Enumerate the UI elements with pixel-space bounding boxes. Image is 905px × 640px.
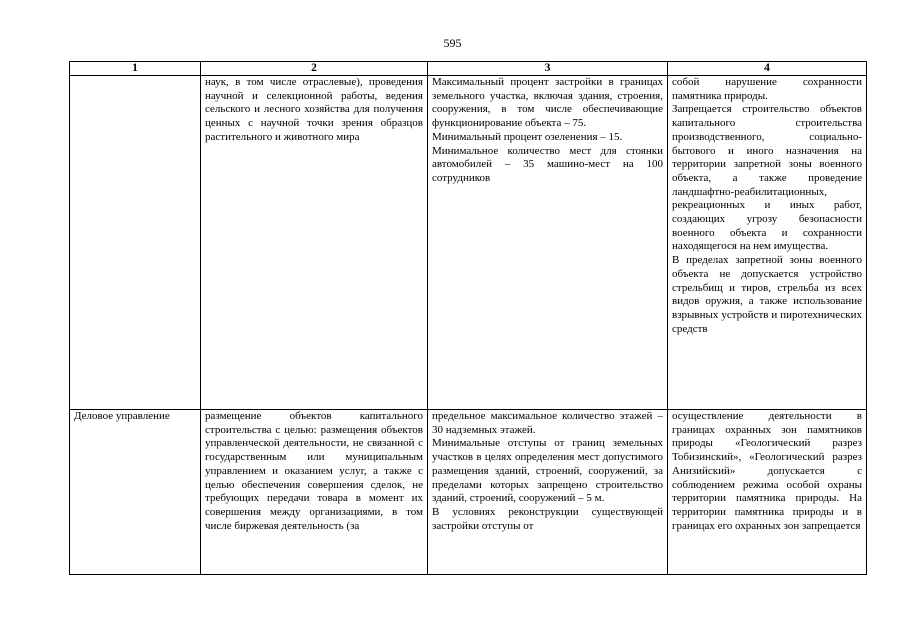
header-col-4: 4 xyxy=(668,62,867,76)
paragraph: предельное максимальное количество этажей – 30 надземных этажей. xyxy=(432,410,663,436)
paragraph: наук, в том числе отраслевые), проведения научной и селекционной работы, ведения сельского и лесного хозяйства для получения ценных с научной точки зрения образцов растительного и животного мира xyxy=(205,76,423,143)
row-2-use-name: Деловое управление xyxy=(70,410,201,575)
table-row xyxy=(70,410,867,575)
zoning-table xyxy=(69,61,867,575)
header-col-2: 2 xyxy=(201,62,428,76)
row-1-parameters xyxy=(428,76,668,410)
row-1-restrictions xyxy=(668,76,867,410)
row-2-description xyxy=(201,410,428,575)
page-number: 595 xyxy=(443,36,462,50)
row-2-parameters xyxy=(428,410,668,575)
paragraph: размещение объектов капитального строительства с целью: размещения объектов управленческой деятельности, не связанной с государственным или муниципальным управлением и оказанием услуг, а также с целью обеспечения совершения сделок, не требующих передачи товара в момент их совершения между организациями, в том числе биржевая деятельность (за xyxy=(205,410,423,532)
paragraph: В условиях реконструкции существующей застройки отступы от xyxy=(432,505,663,532)
row-1-use-name xyxy=(70,76,201,410)
row-2-restrictions xyxy=(668,410,867,575)
table-header-row xyxy=(70,62,867,76)
table-row xyxy=(70,76,867,410)
header-col-1: 1 xyxy=(70,62,201,76)
header-col-3: 3 xyxy=(428,62,668,76)
paragraph: В пределах запретной зоны военного объекта не допускается устройство стрельбищ и тиров, стрельба из всех видов оружия, а также использование взрывных устройств и пиротехнических средств xyxy=(672,254,862,335)
paragraph: Минимальное количество мест для стоянки автомобилей – 35 машино-мест на 100 сотрудников xyxy=(432,144,663,184)
paragraph: Максимальный процент застройки в границах земельного участка, включая здания, строения, сооружения, в том числе обеспечивающие функционирование объекта – 75. xyxy=(432,76,663,130)
paragraph: Запрещается строительство объектов капитального строительства производственного, социально-бытового и иного назначения на территории запретной зоны военного объекта, а также проведение ландшафтно-реабилитационных, рекреационных и иных работ, создающих угрозу безопасности военного объекта и сохранности находящегося на нем имущества. xyxy=(672,103,862,253)
paragraph: Минимальный процент озеленения – 15. xyxy=(432,130,623,143)
paragraph: осуществление деятельности в границах охранных зон памятников природы «Геологический разрез Тобизинский», «Геологический разрез Анизийский» допускается с соблюдением режима особой охраны территории памятника природы. На территории памятника природы и в границах его охранных зон запрещается xyxy=(672,410,862,532)
paragraph: Минимальные отступы от границ земельных участков в целях определения мест допустимого размещения зданий, строений, сооружений, за пределами которых запрещено строительство зданий, строений, сооружений – 5 м. xyxy=(432,437,663,505)
row-1-description xyxy=(201,76,428,410)
paragraph: собой нарушение сохранности памятника природы. xyxy=(672,76,862,102)
